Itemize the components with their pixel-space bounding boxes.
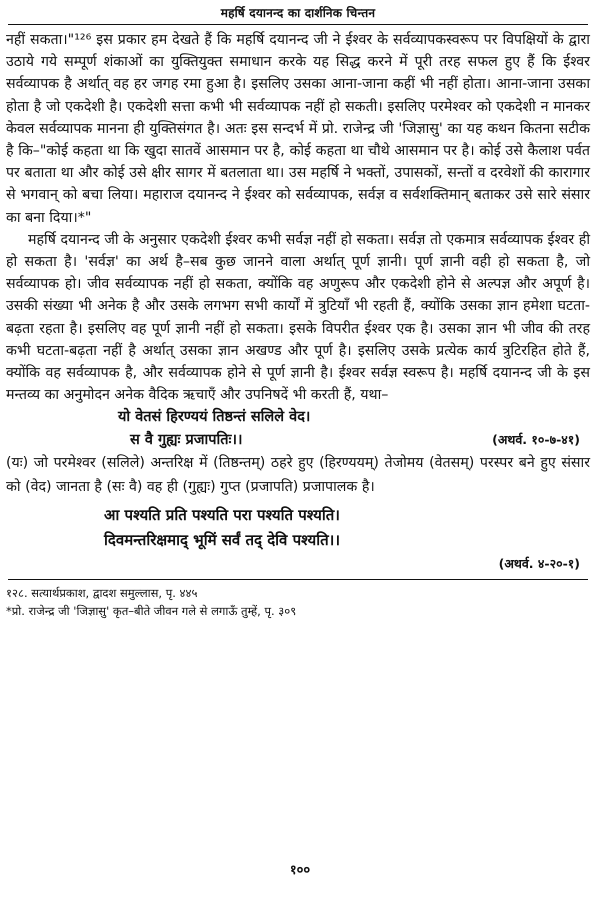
- footnote-1: १२८. सत्यार्थप्रकाश, द्वादश समुल्लास, पृ. ४४५: [6, 585, 198, 600]
- verse-2-line-2: दिवमन्तरिक्षमाद् भूमिं सर्वं तद् देवि पश्यति।।: [104, 530, 341, 549]
- footnote-2: *प्रो. राजेन्द्र जी 'जिज्ञासु' कृत–बीते जीवन गले से लगाऊँ तुम्हें, पृ. ३०९: [6, 603, 297, 618]
- verse-translation: (यः) जो परमेश्वर (सलिले) अन्तरिक्ष में (तिष्ठन्तम्) ठहरे हुए (हिरण्ययम्) तेजोमय (वेतसम्) परस्पर बने हुए संसार को (वेद) जानता है (सः वै) वह ही (गुह्यः) गुप्त (प्रजापति) प्रजापालक है।: [6, 454, 590, 495]
- verse-block-2: [6, 503, 590, 575]
- running-header: [6, 0, 590, 24]
- header-title: महर्षि दयानन्द का दार्शनिक चिन्तन: [220, 5, 376, 20]
- verse-1-line-2: स वै गुह्यः प्रजापतिः।।: [130, 431, 243, 448]
- header-divider: [8, 24, 588, 25]
- paragraph-1: नहीं सकता।"¹²⁶ इस प्रकार हम देखते हैं कि महर्षि दयानन्द जी ने ईश्वर के सर्वव्यापकस्वरूप पर विपक्षियों के द्वारा उठाये गये सम्पूर्ण शंकाओं का युक्तियुक्त समाधान करके यह सिद्ध करने में पूरी तरह सफल हुए हैं कि ईश्वर सर्वव्यापक है अर्थात् वह हर जगह रमा हुआ है। इसलिए उसका आना-जाना कहीं भी नहीं होता। आना-जाना उसका होता है जो एकदेशी है। एकदेशी सत्ता कभी भी सर्वव्यापक नहीं हो सकती। इसलिए परमेश्वर को एकदेशी न मानकर केवल सर्वव्यापक मानना ही युक्तिसंगत है। अतः इस सन्दर्भ में प्रो. राजेन्द्र जी 'जिज्ञासु' का यह कथन कितना सटीक है कि–"कोई कहता था कि खुदा सातवें आसमान पर है, कोई कहता था चौथे आसमान पर है। कोई उसे कैलाश पर्वत पर बताता था और कोई उसे क्षीर सागर में बतलाता था। उस महर्षि ने भक्तों, उपासकों, सन्तों व दरवेशों की कारागार से भगवान् को बचा लिया। महाराज दयानन्द ने ईश्वर को सर्वव्यापक, सर्वज्ञ व सर्वशक्तिमान् बताकर उसे सारे संसार का बना दिया।*": [6, 32, 590, 226]
- verse-2-line-1: आ पश्यति प्रति पश्यति परा पश्यति पश्यति।: [104, 505, 340, 524]
- verse-1-line-1: यो वेतसं हिरण्ययं तिष्ठन्तं सलिले वेद।: [118, 409, 311, 426]
- paragraph-2: महर्षि दयानन्द जी के अनुसार एकदेशी ईश्वर कभी सर्वज्ञ नहीं हो सकता। सर्वज्ञ तो एकमात्र सर्वव्यापक ईश्वर ही हो सकता है। 'सर्वज्ञ' का अर्थ है–सब कुछ जानने वाला अर्थात् पूर्ण ज्ञानी। पूर्ण ज्ञानी वही हो सकता है, जो सर्वव्यापक हो। जीव सर्वव्यापक नहीं हो सकता, क्योंकि वह अणुरूप और एकदेशी होने से अल्पज्ञ और अपूर्ण है। उसकी संख्या भी अनेक है और उसके लगभग सभी कार्यों में त्रुटियाँ भी रहती हैं, क्योंकि उसका ज्ञान हमेशा घटता-बढ़ता रहता है। इसलिए वह पूर्ण ज्ञानी नहीं हो सकता। इसके विपरीत ईश्वर एक है। उसका ज्ञान भी जीव की तरह कभी घटता-बढ़ता नहीं है अर्थात् उसका ज्ञान अखण्ड और पूर्ण है। इसलिए उसके प्रत्येक कार्य त्रुटिरहित होते हैं, क्योंकि वह सर्वव्यापक है, और सर्वव्यापक होने से पूर्ण ज्ञानी है। ईश्वर सर्वज्ञ स्वरूप है। महर्षि दयानन्द जी के इस मन्तव्य का अनुमोदन अनेक वैदिक ऋचाएँ और उपनिषदें भी करती हैं, यथा–: [6, 231, 590, 404]
- verse-block-1: [6, 406, 590, 450]
- footnote-divider: [8, 579, 588, 580]
- verse-1-row-2: [6, 429, 590, 451]
- page-number: १००: [289, 863, 311, 878]
- verse-2-reference: (अथर्व. ४-२०-१): [498, 555, 580, 571]
- verse-1-reference: (अथर्व. १०-७-४१): [492, 432, 580, 448]
